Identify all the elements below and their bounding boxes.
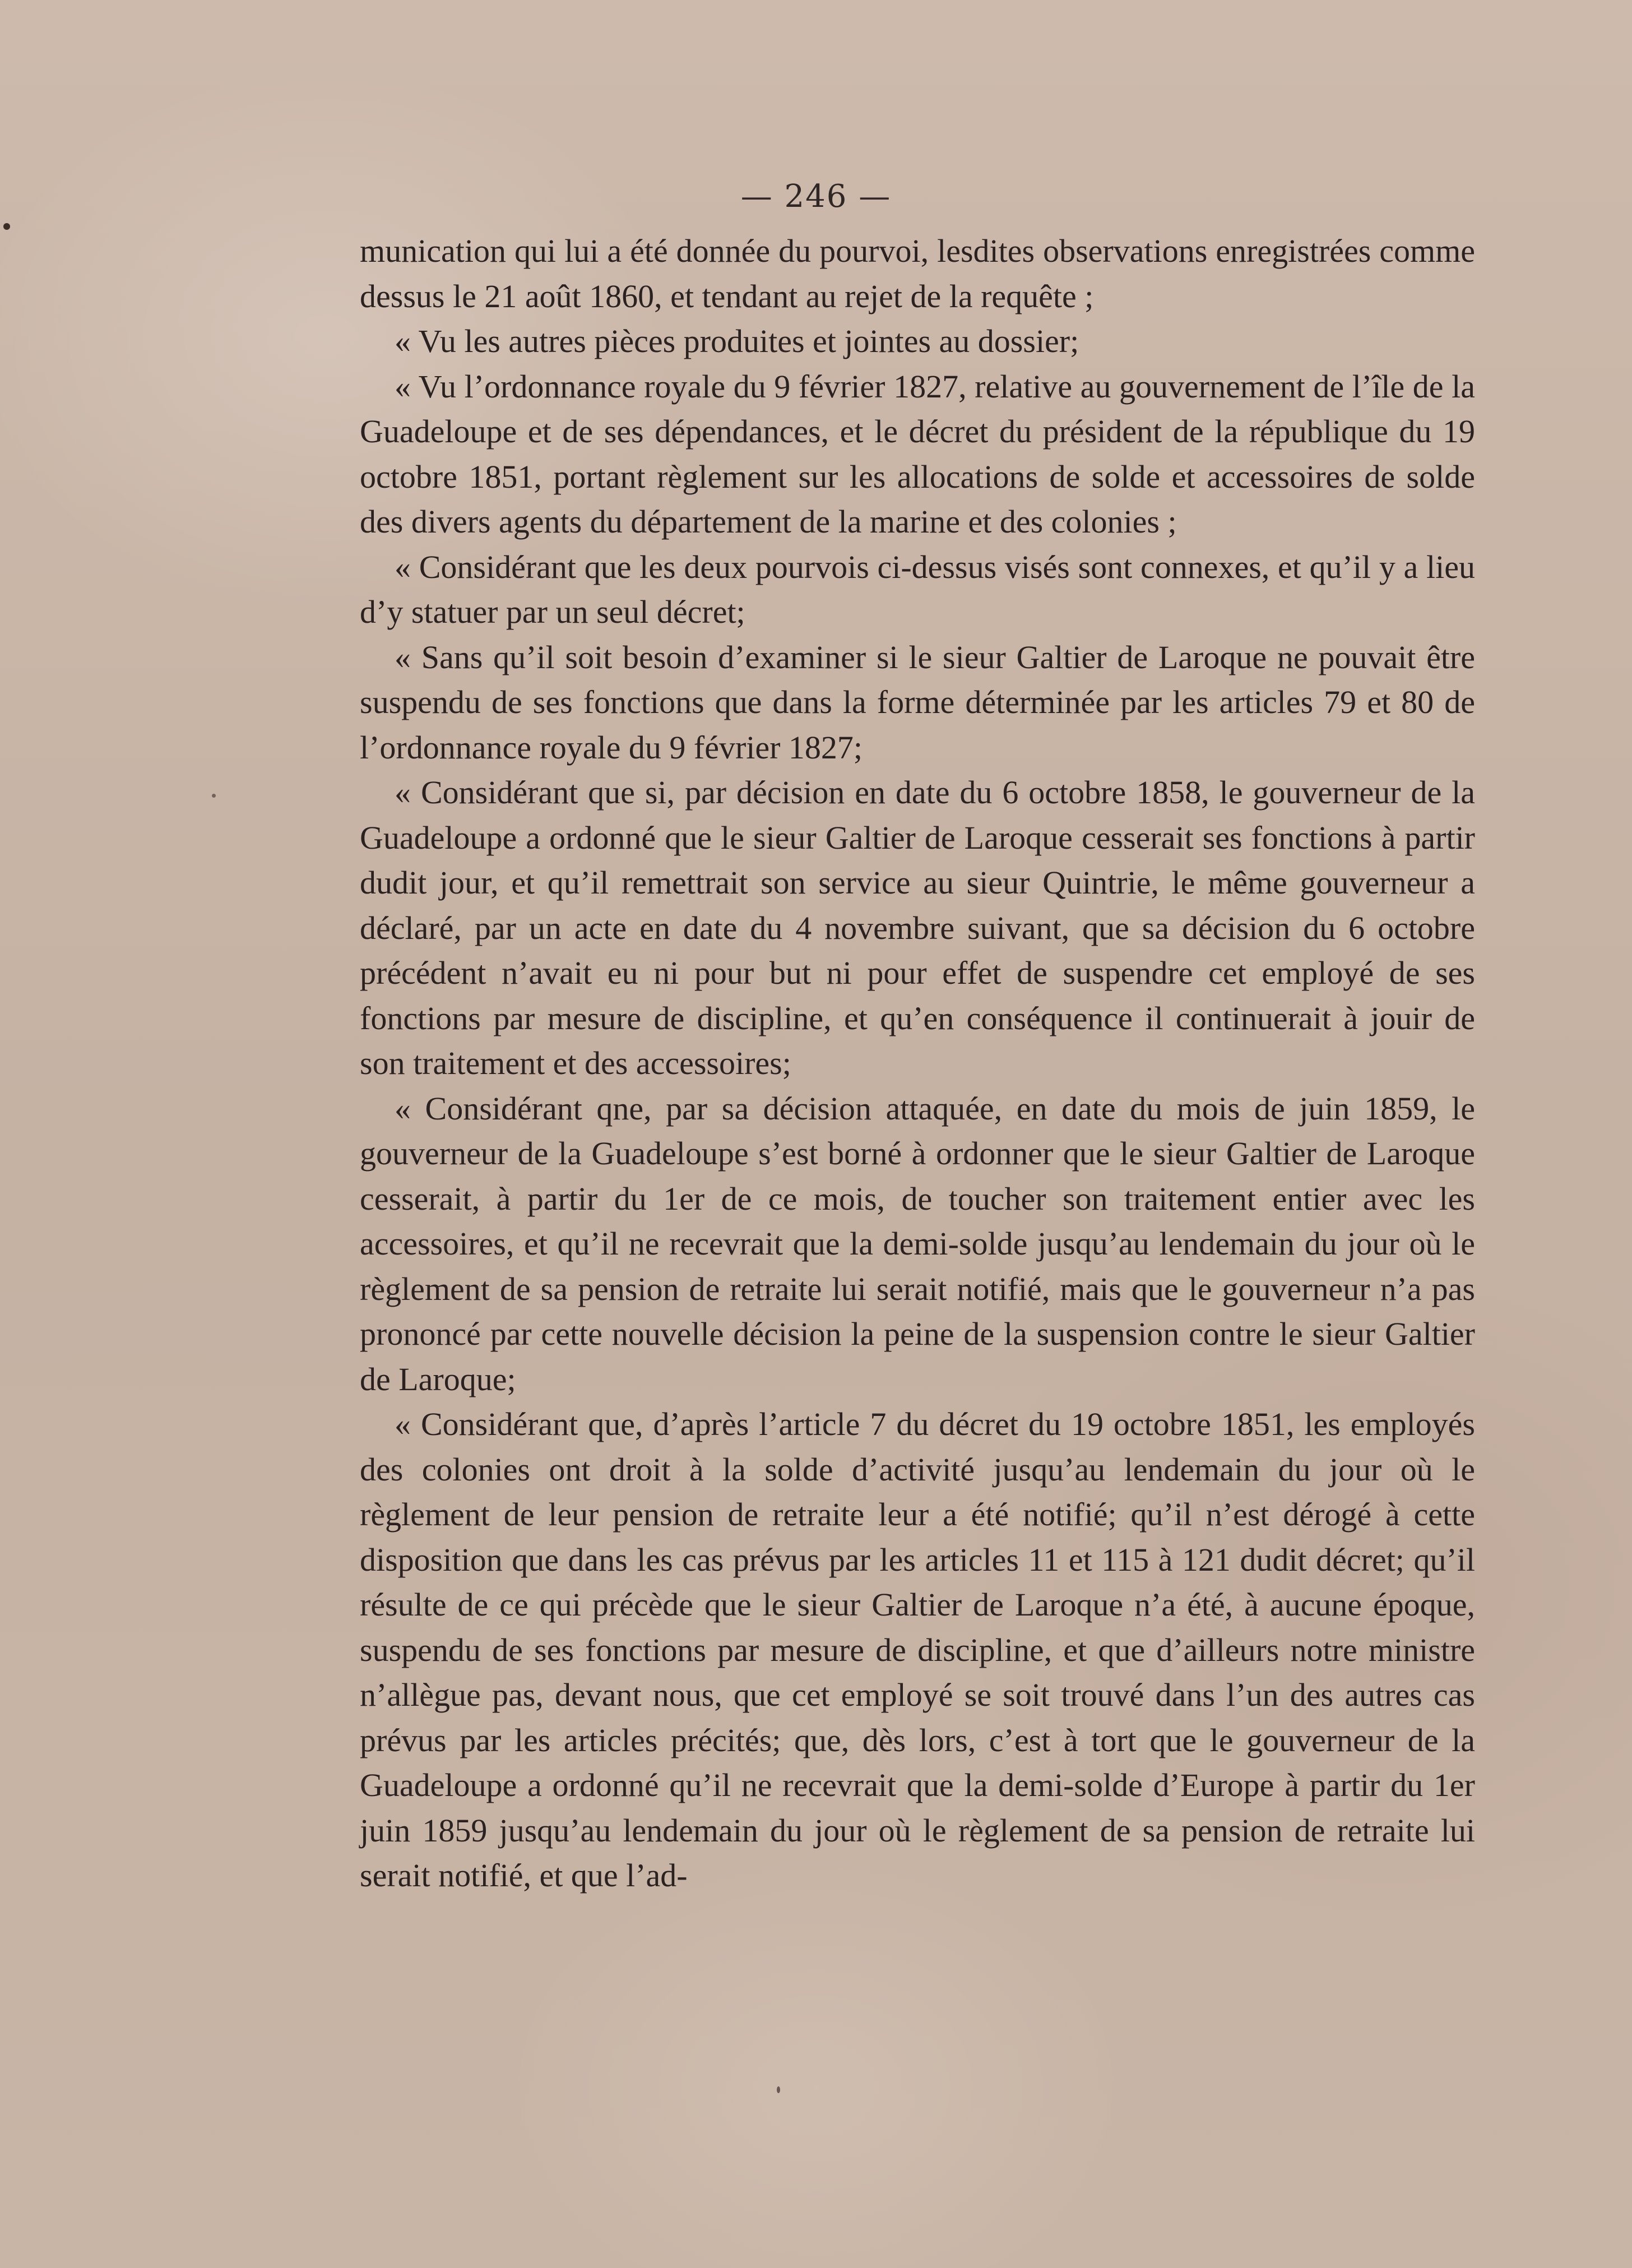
paragraph-decision-juin: « Considérant qne, par sa décision attaquée, en date du mois de juin 1859, le gouverneur de la Guadeloupe s’est borné à ordonner que le sieur Galtier de Laroque cesserait, à partir du 1er de ce mois, de toucher son traitement entier avec les accessoires, et qu’il ne recevrait que la demi-solde jusqu’au lendemain du jour où le règlement de sa pension de retraite lui serait notifié, mais que le gouverneur n’a pas prononcé par cette nouvelle décision la peine de la suspension contre le sieur Galtier de Laroque; <box>360 1090 1475 1397</box>
paragraph-decision-octobre: « Considérant que si, par décision en date du 6 octobre 1858, le gouverneur de la Guadeloupe a ordonné que le sieur Galtier de Laroque cesserait ses fonctions à partir dudit jour, et qu’il remettrait son service au sieur Quintrie, le même gouverneur a déclaré, par un acte en date du 4 novembre suivant, que sa décision du 6 octobre précédent n’avait eu ni pour but ni pour effet de suspendre cet employé de ses fonctions par mesure de discipline, et qu’en conséquence il continuerait à jouir de son traitement et des accessoires; <box>360 774 1475 1081</box>
paper-speck <box>212 794 216 798</box>
paragraph-pourvois-connexes: « Considérant que les deux pourvois ci-dessus visés sont connexes, et qu’il y a lieu d’y statuer par un seul décret; <box>360 548 1475 630</box>
paragraph-vu-pieces: « Vu les autres pièces produites et jointes au dossier; <box>395 323 1079 359</box>
body-text <box>360 229 1475 1899</box>
paragraph-vu-ordonnance: « Vu l’ordonnance royale du 9 février 1827, relative au gouvernement de l’île de la Guadeloupe et de ses dépendances, et le décret du président de la république du 19 octobre 1851, portant règlement sur les allocations de solde et accessoires de solde des divers agents du département de la marine et des colonies ; <box>360 368 1475 540</box>
paragraph-article-7: « Considérant que, d’après l’article 7 du décret du 19 octobre 1851, les employés des colonies ont droit à la solde d’activité jusqu’au lendemain du jour où le règlement de leur pension de retraite leur a été notifié; qu’il n’est dérogé à cette disposition que dans les cas prévus par les articles 11 et 115 à 121 dudit décret; qu’il résulte de ce qui précède que le sieur Galtier de Laroque n’a été, à aucune époque, suspendu de ses fonctions par mesure de discipline, et que d’ailleurs notre ministre n’allègue pas, devant nous, que cet employé se soit trouvé dans l’un des autres cas prévus par les articles précités; que, dès lors, c’est à tort que le gouverneur de la Guadeloupe a ordonné qu’il ne recevrait que la demi-solde d’Europe à partir du 1er juin 1859 jusqu’au lendemain du jour où le règlement de sa pension de retraite lui serait notifié, et que l’ad- <box>360 1406 1475 1894</box>
paper-speck <box>3 223 10 230</box>
page-number: — 246 — <box>740 178 892 215</box>
paper-speck <box>777 2086 780 2093</box>
paragraph-continuation: munication qui lui a été donnée du pourvoi, lesdites observations enregistrées comme dessus le 21 août 1860, et tendant au rejet de la requête ; <box>360 233 1475 314</box>
paragraph-sans-besoin: « Sans qu’il soit besoin d’examiner si le sieur Galtier de Laroque ne pouvait être suspendu de ses fonctions que dans la forme déterminée par les articles 79 et 80 de l’ordonnance royale du 9 février 1827; <box>360 638 1475 766</box>
